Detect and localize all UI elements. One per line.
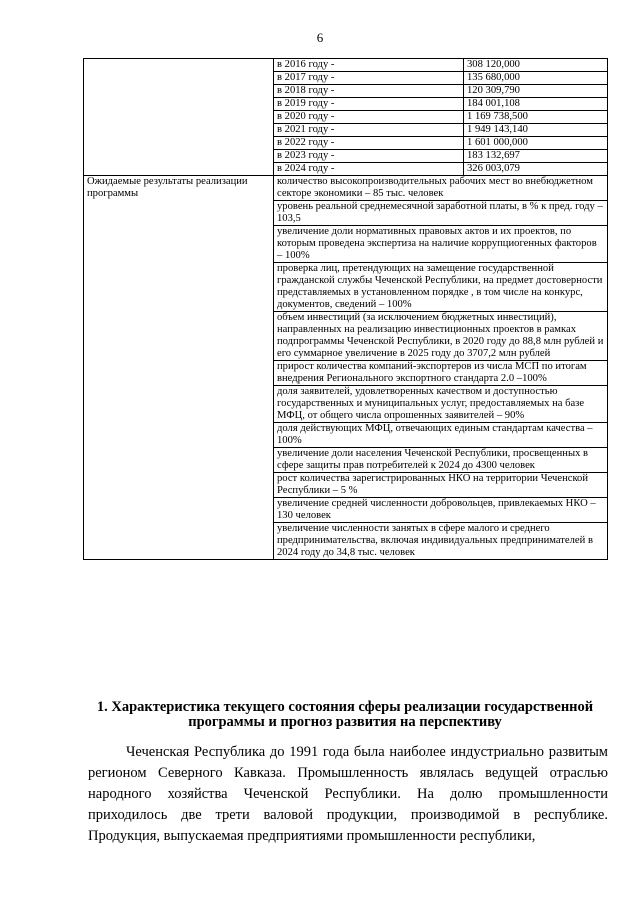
funding-amount: 183 132,697 — [464, 150, 608, 163]
funding-year: в 2019 году - — [274, 98, 464, 111]
funding-year: в 2024 году - — [274, 163, 464, 176]
funding-year: в 2020 году - — [274, 111, 464, 124]
funding-amount: 1 169 738,500 — [464, 111, 608, 124]
funding-amount: 135 680,000 — [464, 72, 608, 85]
funding-amount: 184 001,108 — [464, 98, 608, 111]
result-item: проверка лиц, претендующих на замещение государственной гражданской службы Чеченской Республики, на предмет достоверности представляемых в установленном порядке , в том числе на конкурс, документов, сведений – 100% — [274, 263, 608, 312]
funding-year: в 2022 году - — [274, 137, 464, 150]
funding-amount: 326 003,079 — [464, 163, 608, 176]
result-item: доля действующих МФЦ, отвечающих единым стандартам качества – 100% — [274, 423, 608, 448]
results-label: Ожидаемые результаты реализации программы — [84, 176, 274, 560]
funding-amount: 1 949 143,140 — [464, 124, 608, 137]
program-passport-table — [83, 58, 608, 560]
result-item: увеличение средней численности добровольцев, привлекаемых НКО – 130 человек — [274, 498, 608, 523]
funding-label-cell — [84, 59, 274, 176]
funding-year: в 2017 году - — [274, 72, 464, 85]
result-item: прирост количества компаний-экспортеров из числа МСП по итогам внедрения Регионального экспортного стандарта 2.0 –100% — [274, 361, 608, 386]
result-item: доля заявителей, удовлетворенных качеством и доступностью государственных и муниципальных услуг, предоставляемых на базе МФЦ, от общего числа опрошенных заявителей – 90% — [274, 386, 608, 423]
funding-amount: 308 120,000 — [464, 59, 608, 72]
result-item: уровень реальной среднемесячной заработной платы, в % к пред. году – 103,5 — [274, 201, 608, 226]
result-item: увеличение доли населения Чеченской Республики, просвещенных в сфере защиты прав потребителей к 2024 до 4300 человек — [274, 448, 608, 473]
result-item: количество высокопроизводительных рабочих мест во внебюджетном секторе экономики – 85 тыс. человек — [274, 176, 608, 201]
result-item: увеличение доли нормативных правовых актов и их проектов, по которым проведена экспертиза на наличие коррупциогенных факторов – 100% — [274, 226, 608, 263]
page-number: 6 — [316, 30, 324, 45]
funding-year: в 2023 году - — [274, 150, 464, 163]
funding-year: в 2018 году - — [274, 85, 464, 98]
funding-row — [84, 59, 608, 72]
funding-amount: 120 309,790 — [464, 85, 608, 98]
section-heading: 1. Характеристика текущего состояния сферы реализации государственной программы и прогноз развития на перспективу — [96, 699, 594, 730]
funding-year: в 2021 году - — [274, 124, 464, 137]
funding-year: в 2016 году - — [274, 59, 464, 72]
result-item: увеличение численности занятых в сфере малого и среднего предпринимательства, включая индивидуальных предпринимателей в 2024 году до 34,8 тыс. человек — [274, 523, 608, 560]
funding-amount: 1 601 000,000 — [464, 137, 608, 150]
body-paragraph: Чеченская Республика до 1991 года была наиболее индустриально развитым регионом Северного Кавказа. Промышленность являлась ведущей отраслью народного хозяйства Чеченской Республики. На долю промышленности приходилось две трети валовой продукции, производимой в республике. Продукция, выпускаемая предприятиями промышленности республики, — [88, 744, 608, 844]
body-text — [88, 742, 608, 847]
result-item: рост количества зарегистрированных НКО на территории Чеченской Республики – 5 % — [274, 473, 608, 498]
result-item: объем инвестиций (за исключением бюджетных инвестиций), направленных на реализацию инвестиционных проектов в рамках подпрограммы Чеченской Республики, в 2020 году до 88,8 млн рублей и его суммарное увеличение в 2025 году до 3707,2 млн рублей — [274, 312, 608, 361]
result-row — [84, 176, 608, 201]
